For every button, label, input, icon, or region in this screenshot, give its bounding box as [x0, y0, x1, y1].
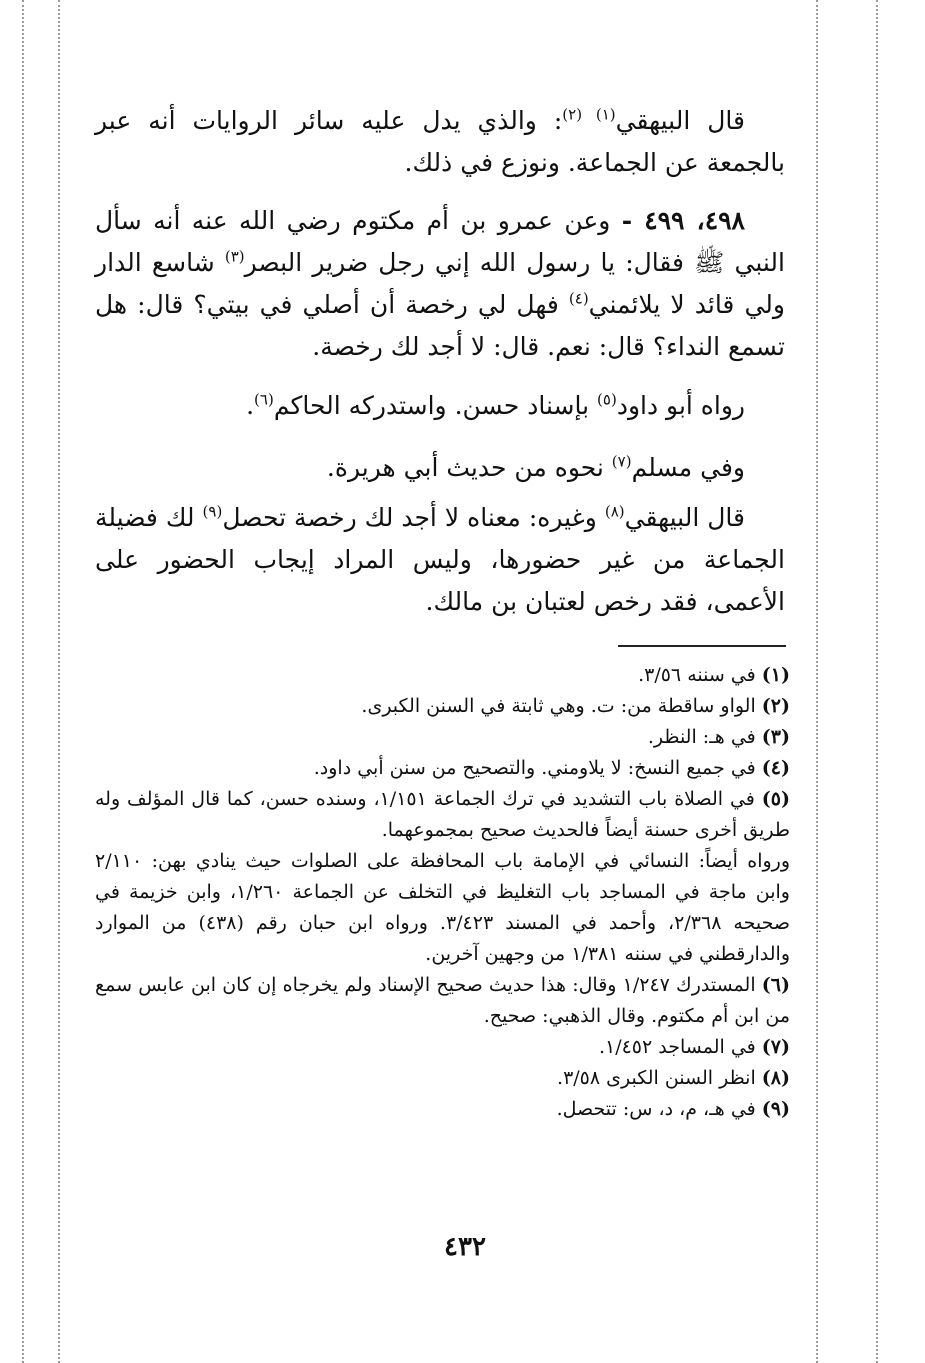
paragraph-text: وعن عمرو بن أم مكتوم رضي الله عنه أنه سأل النبي ﷺ فقال: يا رسول الله إني رجل ضرير البصر [95, 206, 786, 277]
footnote [95, 784, 790, 970]
margin-dotted-line [58, 0, 60, 1363]
footnote-continuation: ورواه أيضاً: النسائي في الإمامة باب المحافظة على الصلوات حيث ينادي بهن: ٢/١١٠ وابن ماجة في المساجد باب التغليظ في التخلف عن الجماعة ١/٢٦٠، وابن خزيمة في صحيحه ٢/٣٦٨، وأحمد في المسند ٣/٤٢٣. ورواه ابن حبان رقم (٤٣٨) من الموارد والدارقطني في سننه ١/٣٨١ من وجهين آخرين. [95, 850, 791, 965]
footnote-number: (٧) [761, 1036, 790, 1058]
footnote-text: في المساجد ١/٤٥٢. [598, 1036, 762, 1058]
paragraph-bayhaqi-note [95, 100, 785, 184]
hadith-number: ٤٩٨، ٤٩٩ - [621, 206, 745, 235]
footnote-number: (٢) [761, 695, 790, 717]
footnote [95, 1094, 790, 1125]
footnote-number: (٤) [761, 757, 790, 779]
footnote-number: (٨) [761, 1067, 790, 1089]
footnote-number: (٥) [761, 788, 790, 810]
paragraph-explanation [95, 497, 785, 623]
footnote-text: في هـ، م، د، س: تتحصل. [556, 1098, 762, 1120]
footnote-separator [618, 645, 786, 647]
footnote-marker: (٣) [224, 247, 245, 266]
footnote-text: في سننه ٣/٥٦. [638, 664, 762, 686]
paragraph-narration [95, 385, 785, 427]
footnote-text: الواو ساقطة من: ت. وهي ثابتة في السنن الكبرى. [361, 695, 762, 717]
footnote-marker: (١) (٢) [562, 105, 616, 124]
footnote-marker: (٨) [604, 502, 625, 521]
footnote [95, 660, 790, 691]
footnote-marker: (٤) [568, 289, 589, 308]
footnote-text: في جميع النسخ: لا يلاومني. والتصحيح من سنن أبي داود. [313, 757, 762, 779]
footnotes [95, 660, 790, 1125]
paragraph-text: . [246, 391, 255, 420]
footnote [95, 691, 790, 722]
footnote-marker: (٧) [611, 452, 632, 471]
margin-dotted-line [816, 0, 818, 1363]
paragraph-text: قال البيهقي [624, 503, 745, 532]
footnote-number: (٦) [761, 974, 791, 996]
paragraph-text: نحوه من حديث أبي هريرة. [326, 453, 612, 482]
paragraph-text: وفي مسلم [631, 453, 745, 482]
footnote-text: المستدرك ١/٢٤٧ وقال: هذا حديث صحيح الإسناد ولم يخرجاه إن كان ابن عابس سمع من ابن أم مكتوم. وقال الذهبي: صحيح. [95, 974, 790, 1027]
paragraph-text: : والذي يدل عليه سائر الروايات أنه عبر بالجمعة عن الجماعة. ونوزع في ذلك. [95, 106, 785, 177]
footnote-marker: (٩) [202, 502, 223, 521]
footnote [95, 970, 790, 1032]
paragraph-hadith [95, 200, 785, 368]
paragraph-text: فهل لي رخصة أن أصلي في بيتي؟ قال: هل تسمع النداء؟ قال: نعم. قال: لا أجد لك رخصة. [95, 290, 785, 361]
paragraph-text: وغيره: معناه لا أجد لك رخصة تحصل [222, 503, 605, 532]
footnote-number: (٩) [761, 1098, 790, 1120]
margin-dotted-line [22, 0, 24, 1363]
paragraph-text: بإسناد حسن. واستدركه الحاكم [273, 391, 598, 420]
footnote-marker: (٦) [254, 390, 274, 409]
page-number: ٤٣٢ [444, 1232, 486, 1262]
margin-dotted-line [876, 0, 878, 1363]
paragraph-text: قال البيهقي [615, 106, 745, 135]
footnote-marker: (٥) [597, 390, 617, 409]
footnote [95, 1032, 790, 1063]
footnote [95, 722, 790, 753]
paragraph-muslim [95, 447, 785, 489]
footnote-text: في الصلاة باب التشديد في ترك الجماعة ١/١٥١، وسنده حسن، كما قال المؤلف وله طريق أخرى حسنة أيضاً فالحديث صحيح بمجموعهما. [95, 788, 790, 841]
footnote-number: (٣) [761, 726, 790, 748]
footnote-text: في هـ: النظر. [647, 726, 762, 748]
paragraph-text: رواه أبو داود [616, 391, 745, 420]
footnote-number: (١) [761, 664, 790, 686]
footnote [95, 1063, 790, 1094]
footnote [95, 753, 790, 784]
paragraph-text: شاسع الدار ولي قائد لا يلائمني [95, 248, 785, 319]
paragraph-text: لك فضيلة الجماعة من غير حضورها، وليس المراد إيجاب الحضور على الأعمى، فقد رخص لعتبان بن مالك. [95, 503, 785, 616]
footnote-text: انظر السنن الكبرى ٣/٥٨. [557, 1067, 762, 1089]
